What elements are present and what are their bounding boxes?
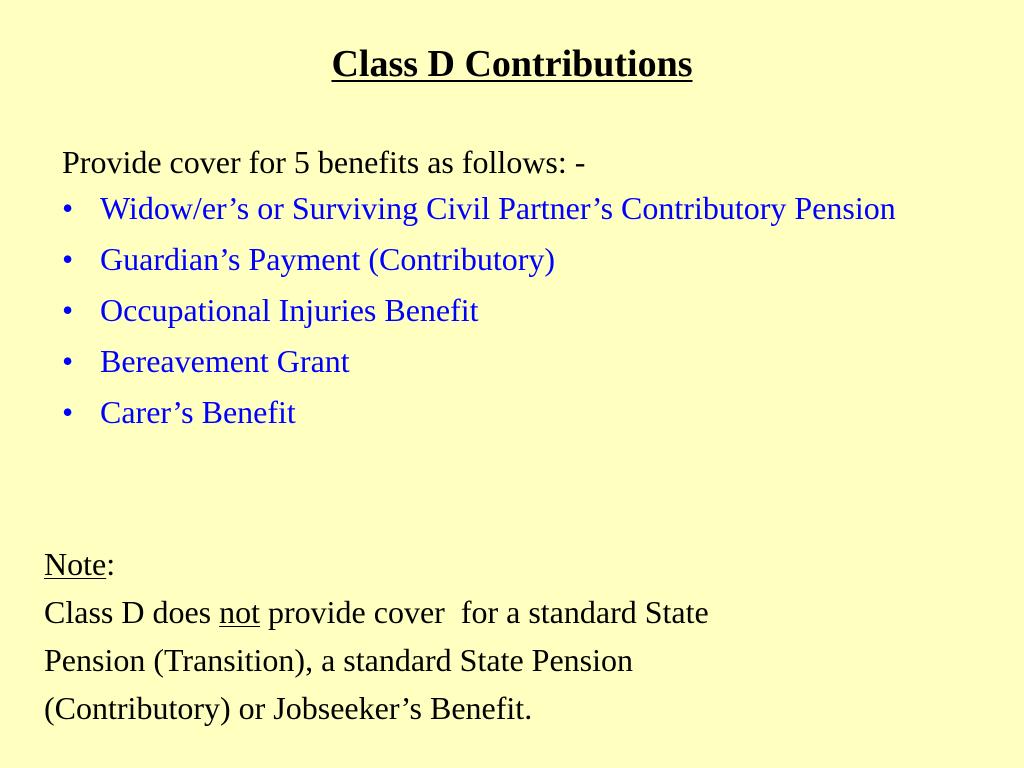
note-emphasis: not	[219, 594, 260, 630]
benefit-item-occupational-injuries	[62, 290, 982, 330]
benefit-label: Bereavement Grant	[100, 343, 350, 379]
note-label-suffix: :	[106, 546, 116, 582]
benefit-item-carers-benefit	[62, 392, 982, 432]
benefit-label: Occupational Injuries Benefit	[100, 292, 479, 328]
bullet-icon: •	[62, 343, 74, 379]
bullet-icon: •	[62, 292, 74, 328]
benefit-label: Carer’s Benefit	[100, 394, 296, 430]
bullet-icon: •	[62, 190, 74, 226]
benefit-item-bereavement-grant	[62, 341, 982, 381]
benefits-section	[62, 142, 982, 443]
note-label: Note	[44, 546, 107, 582]
bullet-icon: •	[62, 394, 74, 430]
benefit-item-widowers-pension	[62, 188, 982, 228]
intro-text: Provide cover for 5 benefits as follows: -	[62, 144, 586, 180]
note-section	[44, 540, 944, 732]
benefits-list	[62, 188, 982, 432]
note-line-2: Pension (Transition), a standard State Pension	[44, 642, 633, 678]
note-line-3: (Contributory) or Jobseeker’s Benefit.	[44, 690, 533, 726]
note-heading	[44, 540, 944, 588]
note-line-1	[44, 588, 944, 636]
slide-title: Class D Contributions	[331, 43, 693, 85]
benefit-label: Guardian’s Payment (Contributory)	[100, 241, 556, 277]
benefit-label: Widow/er’s or Surviving Civil Partner’s Contributory Pension	[100, 190, 896, 226]
bullet-icon: •	[62, 241, 74, 277]
benefit-item-guardians-payment	[62, 239, 982, 279]
note-text: Class D does	[44, 594, 220, 630]
note-text: provide cover for a standard State	[260, 594, 709, 630]
